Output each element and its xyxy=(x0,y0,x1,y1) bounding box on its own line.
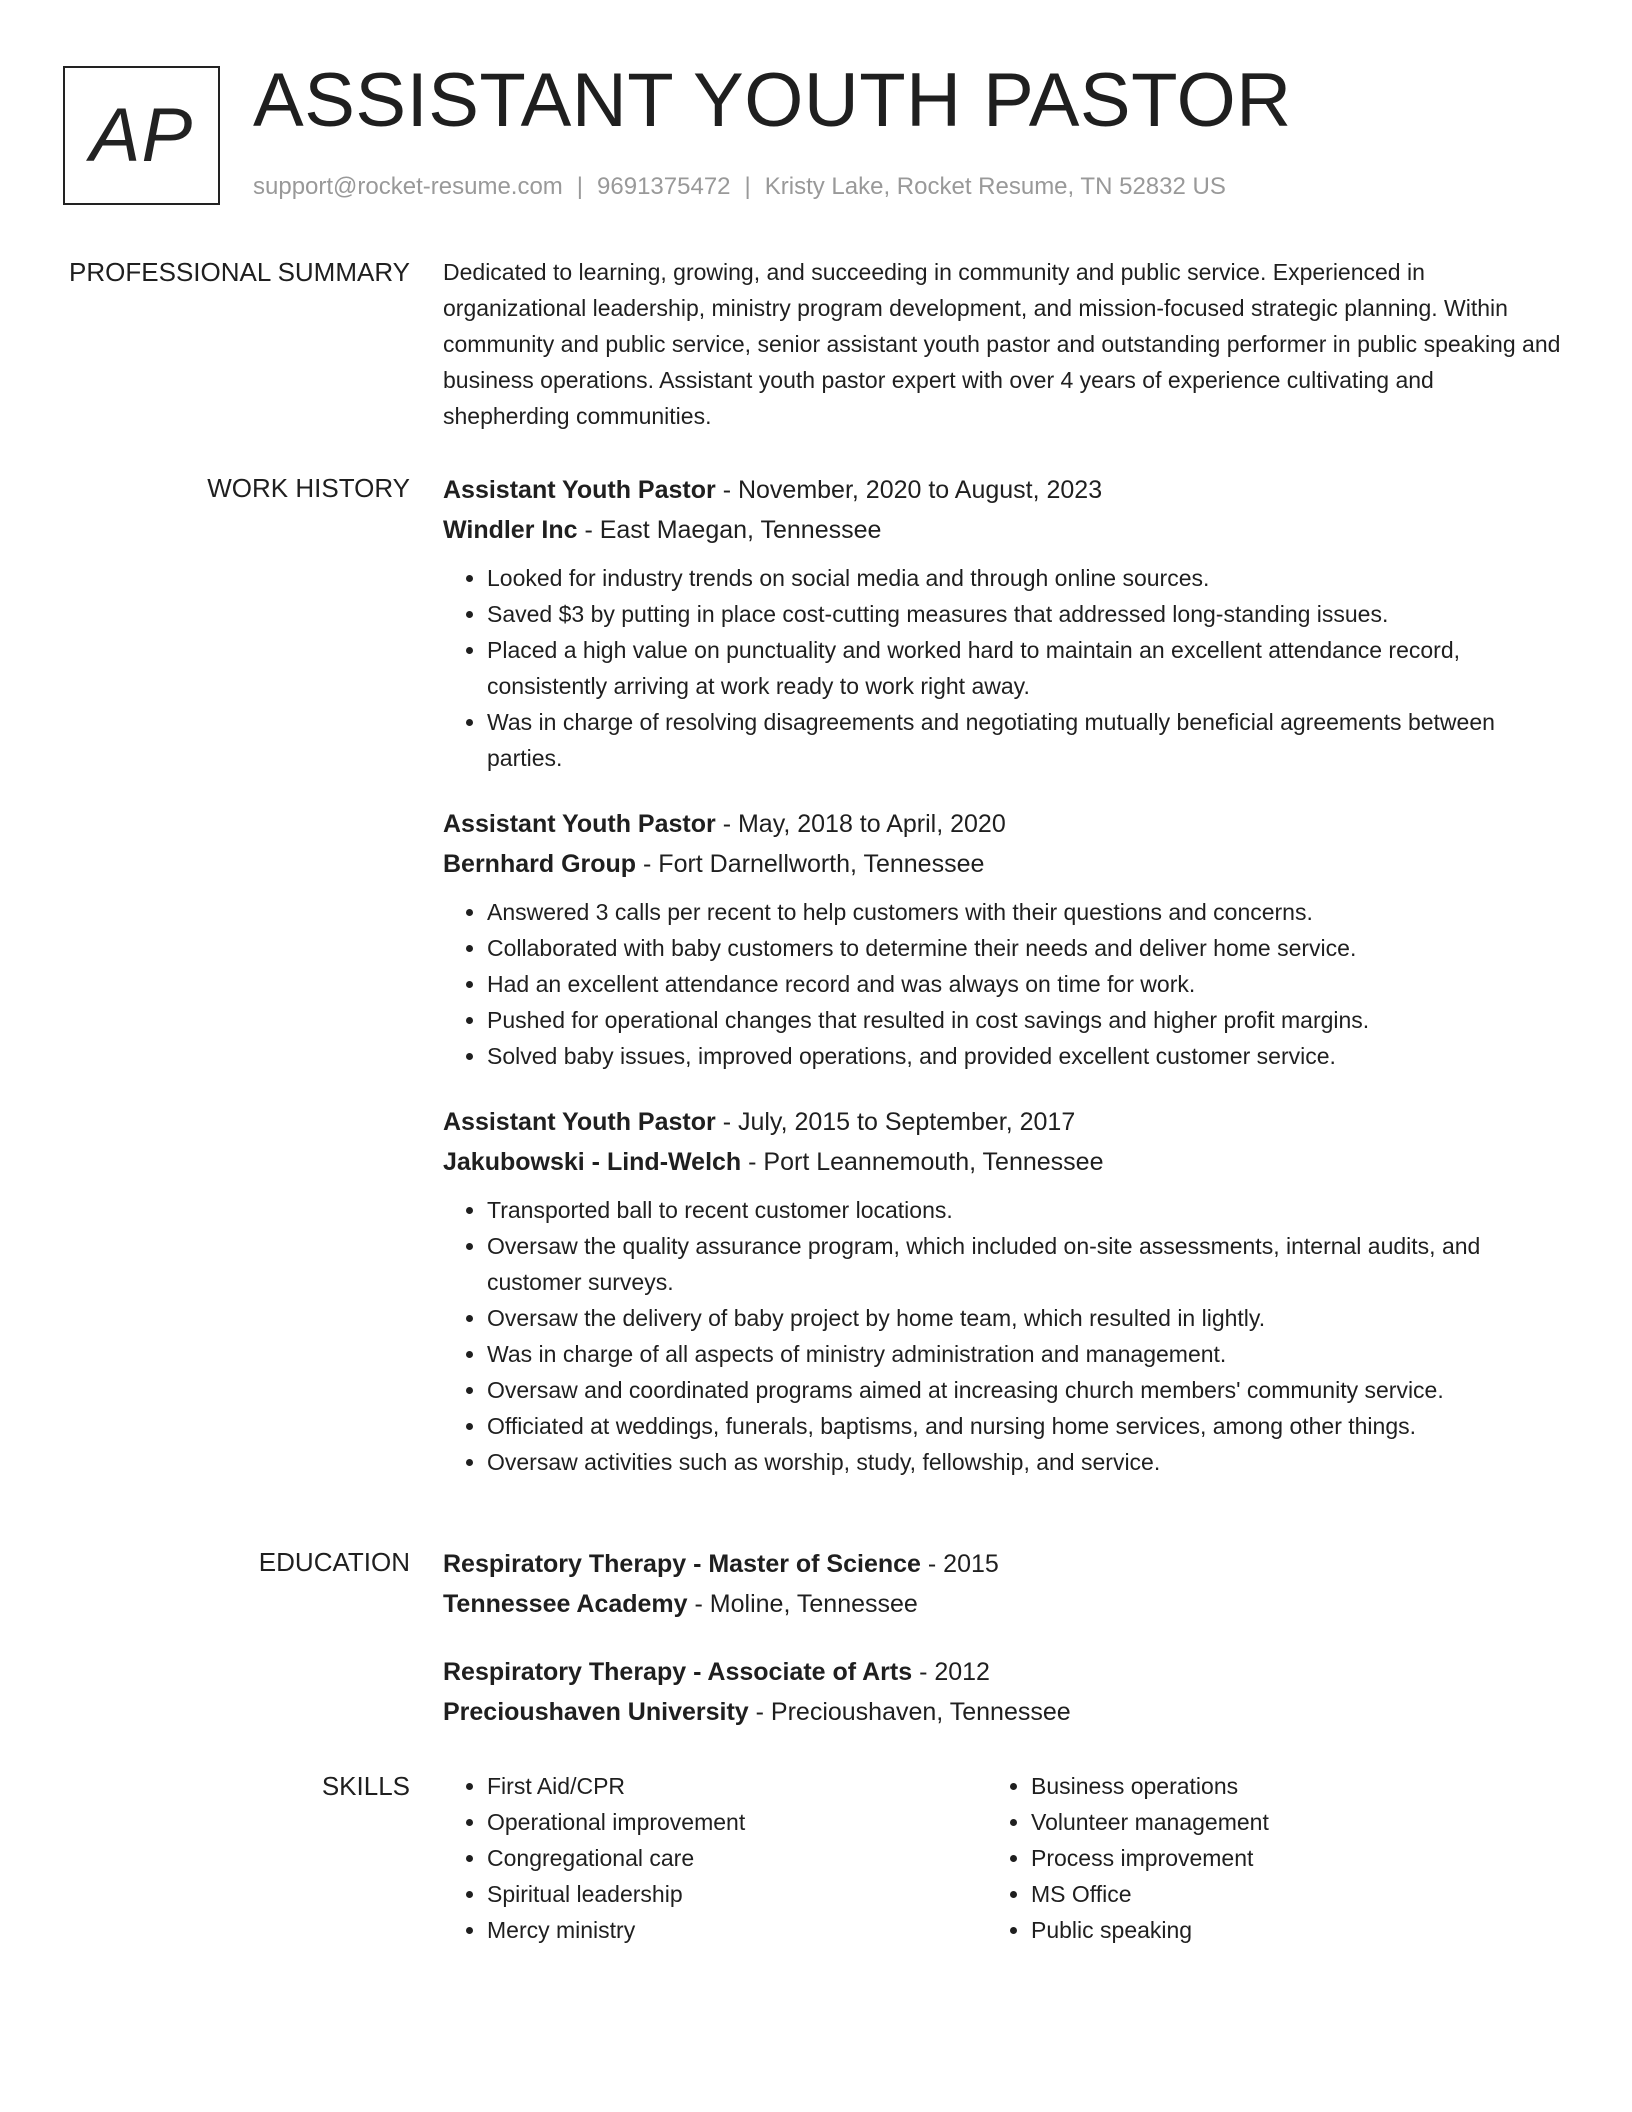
job-bullet: • Officiated at weddings, funerals, baptisms, and nursing home services, among other things. xyxy=(487,1408,1563,1444)
summary-section xyxy=(0,254,1632,434)
job-bullet: • Pushed for operational changes that resulted in cost savings and higher profit margins. xyxy=(487,1002,1563,1038)
job-dates: - November, 2020 to August, 2023 xyxy=(715,476,1103,504)
job-entry xyxy=(443,804,1563,1074)
education-section xyxy=(0,1544,1632,1732)
education-entry xyxy=(443,1652,1563,1732)
job-title-line xyxy=(443,804,1563,844)
contact-line xyxy=(253,173,1226,201)
graduation-year: - 2012 xyxy=(912,1658,990,1686)
skills-body xyxy=(443,1768,1563,1948)
skills-list-left xyxy=(443,1768,987,1948)
skill-item: • Mercy ministry xyxy=(487,1912,987,1948)
skill-item: • MS Office xyxy=(1031,1876,1531,1912)
job-company: Jakubowski - Lind-Welch xyxy=(443,1148,742,1176)
job-company: Bernhard Group xyxy=(443,850,637,878)
work-history-section xyxy=(0,470,1632,1508)
job-dates: - May, 2018 to April, 2020 xyxy=(715,810,1006,838)
skill-item: • Business operations xyxy=(1031,1768,1531,1804)
resume-header xyxy=(0,0,1632,230)
skill-item: • Operational improvement xyxy=(487,1804,987,1840)
job-bullets xyxy=(443,894,1563,1074)
skills-heading: SKILLS xyxy=(321,1771,410,1801)
job-title: Assistant Youth Pastor xyxy=(443,1108,716,1136)
page-title: ASSISTANT YOUTH PASTOR xyxy=(253,58,1292,143)
job-bullets xyxy=(443,560,1563,776)
job-bullet: • Looked for industry trends on social media and through online sources. xyxy=(487,560,1563,596)
job-bullet: • Oversaw the quality assurance program, which included on-site assessments, internal audits, and customer surveys. xyxy=(487,1228,1563,1300)
degree: Respiratory Therapy - Master of Science xyxy=(443,1550,921,1578)
skill-item: • Volunteer management xyxy=(1031,1804,1531,1840)
job-bullet: • Had an excellent attendance record and was always on time for work. xyxy=(487,966,1563,1002)
skills-section xyxy=(0,1768,1632,1948)
school-location: - Moline, Tennessee xyxy=(687,1590,918,1618)
job-bullet: • Was in charge of all aspects of ministry administration and management. xyxy=(487,1336,1563,1372)
job-dates: - July, 2015 to September, 2017 xyxy=(715,1108,1076,1136)
job-bullet: • Collaborated with baby customers to determine their needs and deliver home service. xyxy=(487,930,1563,966)
job-location: - Fort Darnellworth, Tennessee xyxy=(636,850,985,878)
job-title-line xyxy=(443,470,1563,510)
school-line xyxy=(443,1692,1563,1732)
summary-text: Dedicated to learning, growing, and succeeding in community and public service. Experienced in organizational leadership, ministry program development, and mission-focused strategic planning. Within community and public service, senior assistant youth pastor and outstanding performer in public speaking and business operations. Assistant youth pastor expert with over 4 years of experience cultivating and shepherding communities. xyxy=(443,259,1561,429)
monogram-initials: AP xyxy=(89,93,194,178)
job-bullets xyxy=(443,1192,1563,1480)
degree-line xyxy=(443,1652,1563,1692)
graduation-year: - 2015 xyxy=(920,1550,999,1578)
job-bullet: • Saved $3 by putting in place cost-cutting measures that addressed long-standing issues. xyxy=(487,596,1563,632)
skills-list-right xyxy=(987,1768,1531,1948)
job-company-line xyxy=(443,510,1563,550)
degree-line xyxy=(443,1544,1563,1584)
job-company: Windler Inc xyxy=(443,516,578,544)
job-company-line xyxy=(443,1142,1563,1182)
job-title: Assistant Youth Pastor xyxy=(443,476,716,504)
contact-email[interactable]: support@rocket-resume.com xyxy=(253,173,563,200)
job-entry xyxy=(443,470,1563,776)
summary-heading: PROFESSIONAL SUMMARY xyxy=(69,257,410,287)
contact-separator: | xyxy=(744,173,751,200)
job-bullet: • Transported ball to recent customer locations. xyxy=(487,1192,1563,1228)
summary-body xyxy=(443,254,1563,434)
job-bullet: • Answered 3 calls per recent to help customers with their questions and concerns. xyxy=(487,894,1563,930)
job-bullet: • Was in charge of resolving disagreements and negotiating mutually beneficial agreements between parties. xyxy=(487,704,1563,776)
work-history-body xyxy=(443,470,1563,1508)
degree: Respiratory Therapy - Associate of Arts xyxy=(443,1658,913,1686)
contact-separator: | xyxy=(576,173,584,200)
job-location: - East Maegan, Tennessee xyxy=(577,516,882,544)
monogram-box xyxy=(63,66,220,205)
skill-item: • Congregational care xyxy=(487,1840,987,1876)
contact-address: Kristy Lake, Rocket Resume, TN 52832 US xyxy=(764,173,1226,200)
school: Precioushaven University xyxy=(443,1698,749,1726)
job-entry xyxy=(443,1102,1563,1480)
job-company-line xyxy=(443,844,1563,884)
job-title-line xyxy=(443,1102,1563,1142)
job-bullet: • Oversaw activities such as worship, study, fellowship, and service. xyxy=(487,1444,1563,1480)
work-history-heading: WORK HISTORY xyxy=(207,473,410,503)
education-heading: EDUCATION xyxy=(258,1547,410,1577)
skill-item: • First Aid/CPR xyxy=(487,1768,987,1804)
job-bullet: • Oversaw and coordinated programs aimed at increasing church members' community service. xyxy=(487,1372,1563,1408)
skill-item: • Process improvement xyxy=(1031,1840,1531,1876)
education-body xyxy=(443,1544,1563,1732)
job-title: Assistant Youth Pastor xyxy=(443,810,716,838)
education-entry xyxy=(443,1544,1563,1624)
skill-item: • Spiritual leadership xyxy=(487,1876,987,1912)
job-bullet: • Oversaw the delivery of baby project by home team, which resulted in lightly. xyxy=(487,1300,1563,1336)
school-line xyxy=(443,1584,1563,1624)
resume-body xyxy=(0,254,1632,1984)
school: Tennessee Academy xyxy=(443,1590,688,1618)
job-bullet: • Placed a high value on punctuality and worked hard to maintain an excellent attendance record, consistently arriving at work ready to work right away. xyxy=(487,632,1563,704)
contact-phone[interactable]: 9691375472 xyxy=(597,173,731,200)
job-location: - Port Leannemouth, Tennessee xyxy=(741,1148,1104,1176)
school-location: - Precioushaven, Tennessee xyxy=(748,1698,1071,1726)
job-bullet: • Solved baby issues, improved operations, and provided excellent customer service. xyxy=(487,1038,1563,1074)
skill-item: • Public speaking xyxy=(1031,1912,1531,1948)
